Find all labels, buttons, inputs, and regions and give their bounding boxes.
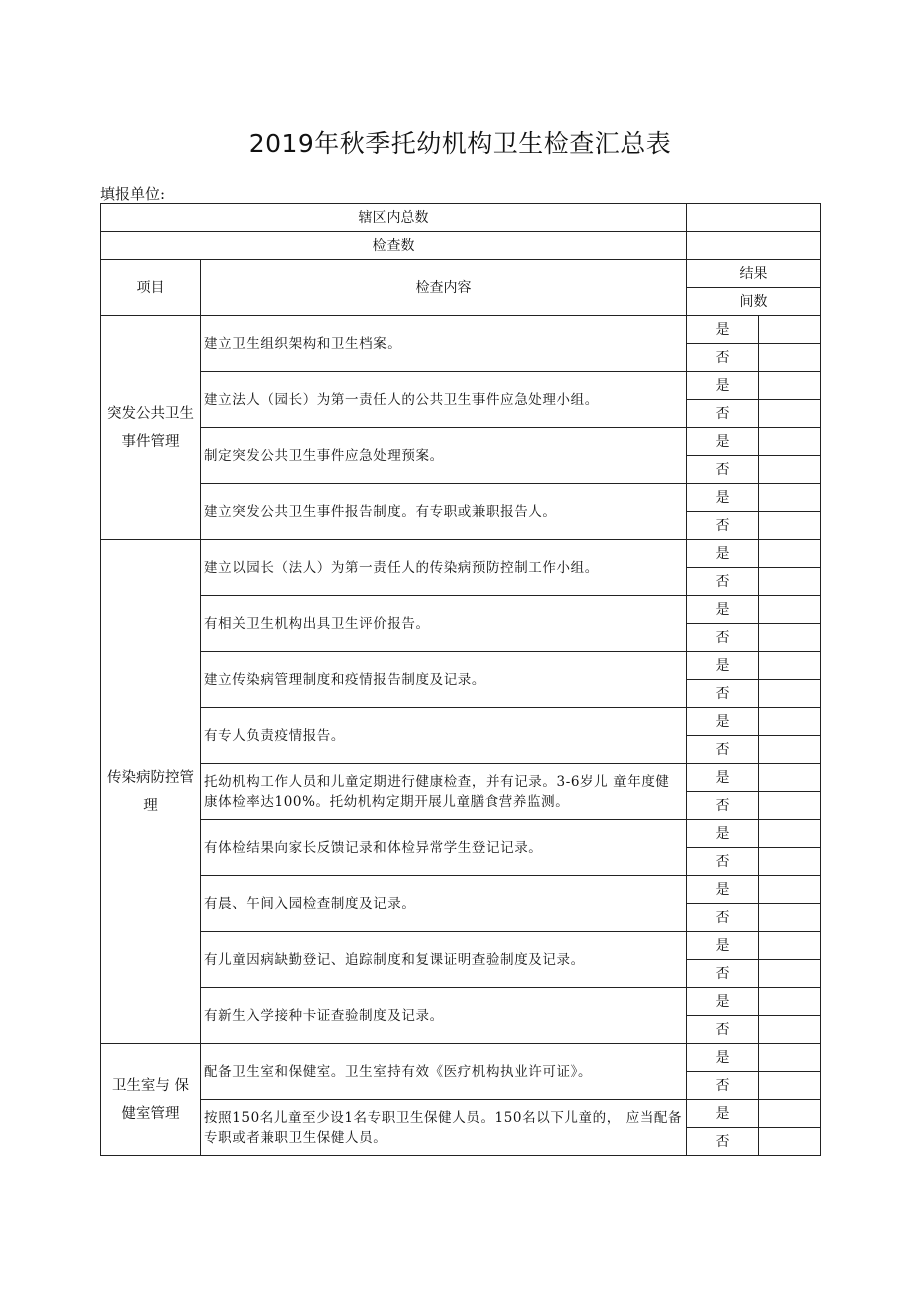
no-label: 否	[687, 344, 759, 372]
yes-count-cell[interactable]	[759, 372, 821, 400]
yes-label: 是	[687, 708, 759, 736]
no-count-cell[interactable]	[759, 344, 821, 372]
yes-count-cell[interactable]	[759, 876, 821, 904]
yes-count-cell[interactable]	[759, 1100, 821, 1128]
yes-label: 是	[687, 876, 759, 904]
no-label: 否	[687, 680, 759, 708]
no-label: 否	[687, 792, 759, 820]
inspection-item: 有晨、午间入园检查制度及记录。	[201, 876, 687, 932]
yes-label: 是	[687, 372, 759, 400]
inspection-item: 有专人负责疫情报告。	[201, 708, 687, 764]
table-row	[101, 764, 821, 792]
inspection-item: 按照150名儿童至少设1名专职卫生保健人员。150名以下儿童的， 应当配备专职或者兼职卫生保健人员。	[201, 1100, 687, 1156]
inspection-summary-table	[100, 203, 821, 1156]
inspection-item: 有新生入学接种卡证查验制度及记录。	[201, 988, 687, 1044]
yes-label: 是	[687, 652, 759, 680]
yes-label: 是	[687, 1044, 759, 1072]
total-count-label: 辖区内总数	[101, 204, 687, 232]
no-label: 否	[687, 848, 759, 876]
table-row	[101, 596, 821, 624]
no-count-cell[interactable]	[759, 1128, 821, 1156]
no-count-cell[interactable]	[759, 792, 821, 820]
yes-count-cell[interactable]	[759, 708, 821, 736]
inspection-item: 有儿童因病缺勤登记、追踪制度和复课证明查验制度及记录。	[201, 932, 687, 988]
yes-count-cell[interactable]	[759, 540, 821, 568]
yes-label: 是	[687, 820, 759, 848]
yes-count-cell[interactable]	[759, 764, 821, 792]
inspection-item: 制定突发公共卫生事件应急处理预案。	[201, 428, 687, 484]
yes-count-cell[interactable]	[759, 596, 821, 624]
table-row	[101, 372, 821, 400]
section-name: 传染病防控管理	[101, 540, 201, 1044]
yes-count-cell[interactable]	[759, 316, 821, 344]
inspection-item: 有体检结果向家长反馈记录和体检异常学生登记记录。	[201, 820, 687, 876]
inspection-item: 有相关卫生机构出具卫生评价报告。	[201, 596, 687, 652]
yes-count-cell[interactable]	[759, 428, 821, 456]
no-label: 否	[687, 400, 759, 428]
table-row	[101, 708, 821, 736]
yes-label: 是	[687, 316, 759, 344]
yes-label: 是	[687, 428, 759, 456]
table-row	[101, 1044, 821, 1072]
table-row	[101, 820, 821, 848]
no-label: 否	[687, 904, 759, 932]
section-name: 突发公共卫生事件管理	[101, 316, 201, 540]
count-header: 间数	[687, 288, 821, 316]
yes-count-cell[interactable]	[759, 988, 821, 1016]
no-count-cell[interactable]	[759, 904, 821, 932]
no-label: 否	[687, 456, 759, 484]
no-count-cell[interactable]	[759, 400, 821, 428]
table-row	[101, 988, 821, 1016]
no-count-cell[interactable]	[759, 512, 821, 540]
no-label: 否	[687, 736, 759, 764]
table-row	[101, 876, 821, 904]
table-row	[101, 316, 821, 344]
content-header: 检查内容	[201, 260, 687, 316]
no-count-cell[interactable]	[759, 1016, 821, 1044]
table-row	[101, 484, 821, 512]
inspection-item: 配备卫生室和保健室。卫生室持有效《医疗机构执业许可证》。	[201, 1044, 687, 1100]
no-count-cell[interactable]	[759, 736, 821, 764]
checked-count-label: 检查数	[101, 232, 687, 260]
no-label: 否	[687, 1072, 759, 1100]
no-count-cell[interactable]	[759, 456, 821, 484]
inspection-item: 建立以园长（法人）为第一责任人的传染病预防控制工作小组。	[201, 540, 687, 596]
table-row	[101, 428, 821, 456]
table-row	[101, 652, 821, 680]
yes-count-cell[interactable]	[759, 932, 821, 960]
yes-count-cell[interactable]	[759, 484, 821, 512]
yes-label: 是	[687, 1100, 759, 1128]
section-name: 卫生室与 保健室管理	[101, 1044, 201, 1156]
item-header: 项目	[101, 260, 201, 316]
total-count-cell[interactable]	[687, 204, 821, 232]
yes-count-cell[interactable]	[759, 1044, 821, 1072]
checked-count-cell[interactable]	[687, 232, 821, 260]
table-row	[101, 1100, 821, 1128]
no-count-cell[interactable]	[759, 960, 821, 988]
no-count-cell[interactable]	[759, 568, 821, 596]
no-label: 否	[687, 960, 759, 988]
yes-label: 是	[687, 540, 759, 568]
no-label: 否	[687, 512, 759, 540]
no-count-cell[interactable]	[759, 624, 821, 652]
no-count-cell[interactable]	[759, 848, 821, 876]
no-count-cell[interactable]	[759, 1072, 821, 1100]
yes-label: 是	[687, 484, 759, 512]
yes-label: 是	[687, 932, 759, 960]
inspection-item: 建立传染病管理制度和疫情报告制度及记录。	[201, 652, 687, 708]
result-header: 结果	[687, 260, 821, 288]
no-count-cell[interactable]	[759, 680, 821, 708]
inspection-item: 建立卫生组织架构和卫生档案。	[201, 316, 687, 372]
page-title: 2019年秋季托幼机构卫生检查汇总表	[248, 129, 672, 158]
yes-label: 是	[687, 764, 759, 792]
no-label: 否	[687, 1016, 759, 1044]
no-label: 否	[687, 568, 759, 596]
inspection-item: 建立法人（园长）为第一责任人的公共卫生事件应急处理小组。	[201, 372, 687, 428]
yes-count-cell[interactable]	[759, 820, 821, 848]
inspection-item: 建立突发公共卫生事件报告制度。有专职或兼职报告人。	[201, 484, 687, 540]
fill-unit-label: 填报单位:	[100, 185, 166, 203]
no-label: 否	[687, 1128, 759, 1156]
yes-label: 是	[687, 988, 759, 1016]
table-row	[101, 540, 821, 568]
yes-label: 是	[687, 596, 759, 624]
table-row	[101, 932, 821, 960]
inspection-item: 托幼机构工作人员和儿童定期进行健康检查，并有记录。3-6岁儿 童年度健康体检率达100%。托幼机构定期开展儿童膳食营养监测。	[201, 764, 687, 820]
yes-count-cell[interactable]	[759, 652, 821, 680]
no-label: 否	[687, 624, 759, 652]
